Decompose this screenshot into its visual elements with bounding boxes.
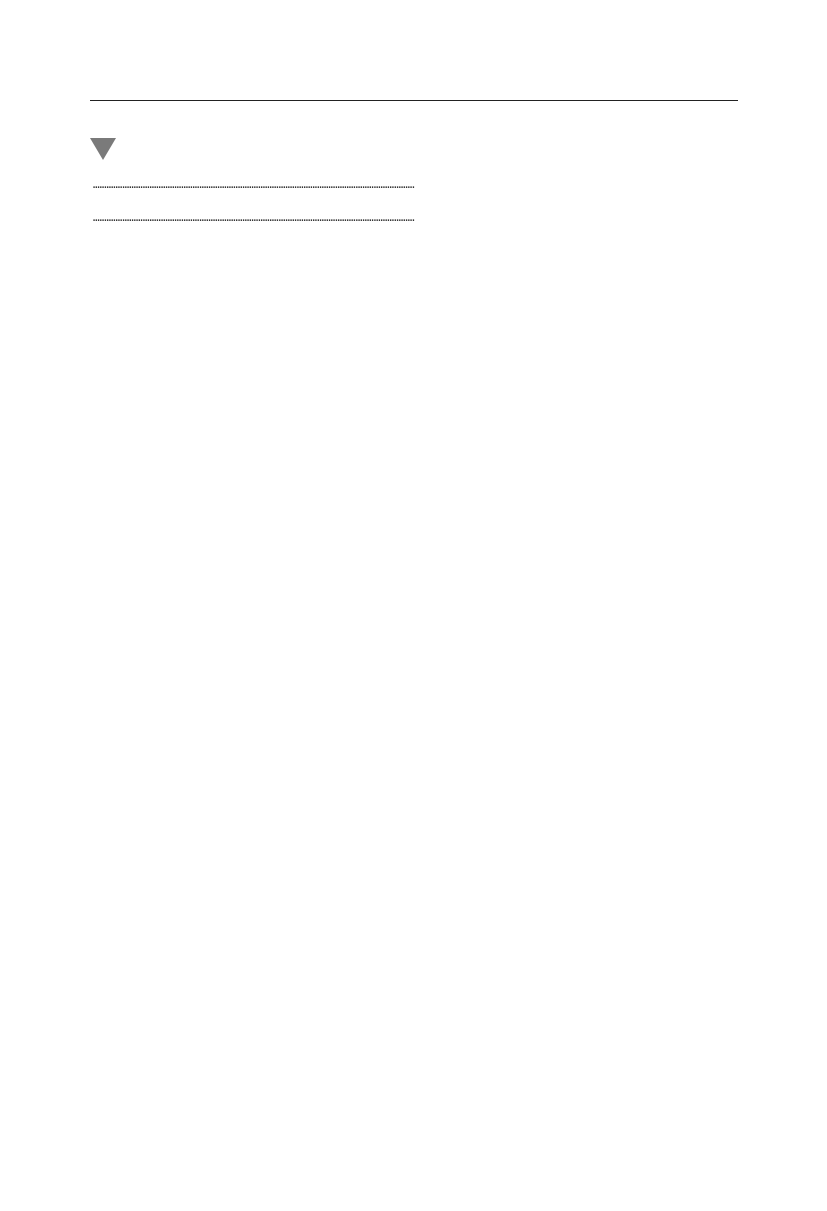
table-of-contents bbox=[90, 124, 738, 231]
chapter-heading bbox=[90, 134, 738, 160]
dot-leader bbox=[92, 204, 736, 231]
toc-chapter-title-entry[interactable] bbox=[90, 170, 738, 200]
toc-section-entry[interactable] bbox=[90, 204, 738, 231]
triangle-down-icon bbox=[90, 138, 116, 160]
dot-leader bbox=[92, 170, 736, 200]
running-header bbox=[90, 70, 738, 101]
